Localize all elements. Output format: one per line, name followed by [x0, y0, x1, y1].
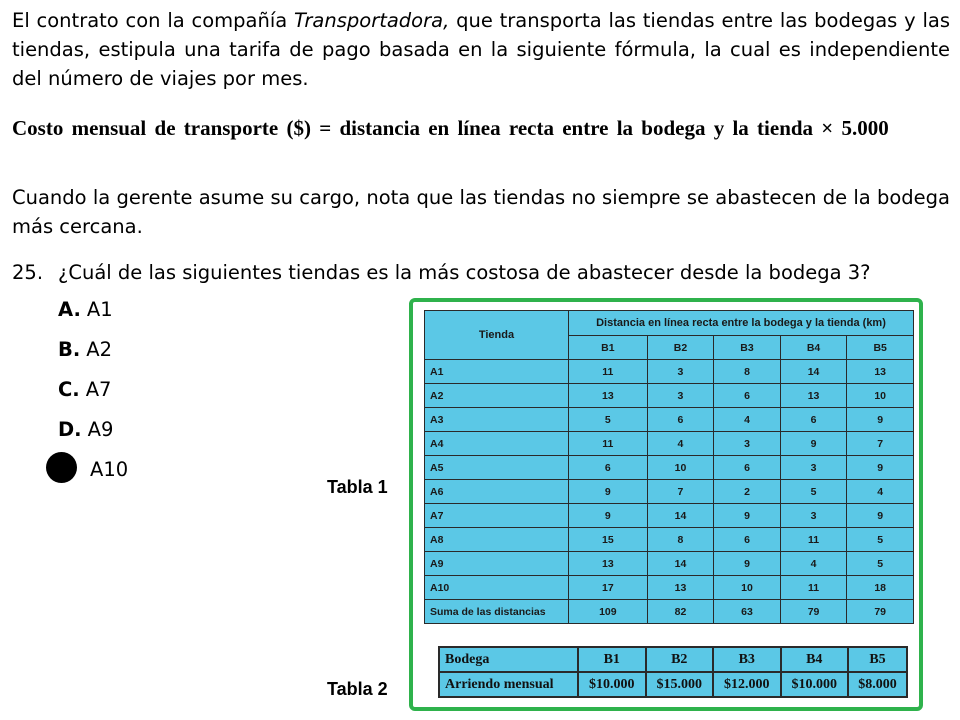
table-cell: 3 [780, 456, 847, 480]
option-letter: D. [58, 418, 82, 441]
table-cell: 6 [569, 456, 648, 480]
intro-paragraph [12, 6, 950, 93]
column-header: B1 [569, 336, 648, 360]
option-c[interactable] [58, 376, 111, 404]
table-cell: 8 [714, 360, 781, 384]
header-distance: Distancia en línea recta entre la bodega y la tienda (km) [569, 311, 914, 336]
table-header-row [425, 311, 914, 336]
table-cell: 3 [780, 504, 847, 528]
table-cell: 7 [847, 432, 914, 456]
table-cell: $8.000 [848, 672, 907, 697]
table-cell: 9 [847, 504, 914, 528]
option-b[interactable] [58, 336, 112, 364]
distance-table [424, 310, 914, 624]
table-row [425, 456, 914, 480]
table-cell: 7 [647, 480, 714, 504]
table-cell: 9 [569, 504, 648, 528]
sum-row [425, 600, 914, 624]
table-cell: 4 [714, 408, 781, 432]
table-row [425, 384, 914, 408]
table-cell: 82 [647, 600, 714, 624]
table-cell: $10.000 [578, 672, 646, 697]
row-label: A8 [425, 528, 569, 552]
table-row [425, 576, 914, 600]
table-cell: 18 [847, 576, 914, 600]
option-text: A9 [87, 418, 114, 441]
row-label: A1 [425, 360, 569, 384]
table-cell: 6 [714, 456, 781, 480]
table-cell: 79 [780, 600, 847, 624]
table-cell: 6 [714, 528, 781, 552]
rent-table [438, 646, 908, 698]
table-row [425, 360, 914, 384]
table-cell: 6 [714, 384, 781, 408]
row-label: Suma de las distancias [425, 600, 569, 624]
table-cell: 13 [647, 576, 714, 600]
table-row [425, 480, 914, 504]
row-label: A2 [425, 384, 569, 408]
option-letter: C. [58, 378, 80, 401]
row-label: Arriendo mensual [439, 672, 578, 697]
table-cell: 14 [647, 504, 714, 528]
header-warehouse: Bodega [439, 647, 578, 672]
question-text: ¿Cuál de las siguientes tiendas es la más costosa de abastecer desde la bodega 3? [58, 261, 871, 284]
column-header: B4 [780, 336, 847, 360]
table-cell: 63 [714, 600, 781, 624]
intro-text-start: El contrato con la compañía [12, 9, 294, 32]
table-cell: 17 [569, 576, 648, 600]
table-cell: 10 [847, 384, 914, 408]
option-e[interactable] [58, 456, 129, 484]
option-text: A2 [86, 338, 113, 361]
table-cell: 11 [780, 576, 847, 600]
table-cell: 13 [569, 552, 648, 576]
table-row [425, 528, 914, 552]
row-label: A9 [425, 552, 569, 576]
selected-answer-dot [46, 452, 77, 483]
table-cell: 6 [647, 408, 714, 432]
table-cell: 9 [569, 480, 648, 504]
table-cell: 6 [780, 408, 847, 432]
table-row [439, 672, 907, 697]
table-cell: 9 [714, 504, 781, 528]
table-cell: 109 [569, 600, 648, 624]
table-cell: 4 [780, 552, 847, 576]
table-cell: 4 [647, 432, 714, 456]
table-cell: 5 [847, 552, 914, 576]
table-cell: 10 [714, 576, 781, 600]
table-cell: 5 [780, 480, 847, 504]
table-cell: 3 [647, 384, 714, 408]
row-label: A6 [425, 480, 569, 504]
table-cell: $12.000 [713, 672, 781, 697]
table-cell: $15.000 [646, 672, 714, 697]
option-text: A7 [85, 378, 112, 401]
column-header: B4 [781, 647, 849, 672]
column-header: B3 [714, 336, 781, 360]
table-cell: 14 [647, 552, 714, 576]
table-cell: 13 [780, 384, 847, 408]
option-a[interactable] [58, 296, 113, 324]
table-cell: 5 [569, 408, 648, 432]
table-cell: 11 [569, 432, 648, 456]
row-label: A10 [425, 576, 569, 600]
table-cell: 3 [714, 432, 781, 456]
table-cell: 9 [780, 432, 847, 456]
column-header: B2 [647, 336, 714, 360]
table-cell: 9 [847, 456, 914, 480]
column-header: B5 [848, 647, 907, 672]
table-row [425, 552, 914, 576]
table-cell: 13 [569, 384, 648, 408]
column-header: B3 [713, 647, 781, 672]
question-number: 25. [12, 261, 44, 284]
table-cell: 11 [780, 528, 847, 552]
row-label: A4 [425, 432, 569, 456]
column-header: B5 [847, 336, 914, 360]
column-header: B1 [578, 647, 646, 672]
table-header-row [439, 647, 907, 672]
context-paragraph: Cuando la gerente asume su cargo, nota que las tiendas no siempre se abastecen de la bodega más cercana. [12, 186, 950, 238]
table-cell: 10 [647, 456, 714, 480]
table-cell: $10.000 [781, 672, 849, 697]
table-row [425, 504, 914, 528]
cost-formula: Costo mensual de transporte ($) = distancia en línea recta entre la bodega y la tienda × 5.000 [12, 116, 889, 140]
option-d[interactable] [58, 416, 113, 444]
row-label: A7 [425, 504, 569, 528]
table-cell: 5 [847, 528, 914, 552]
company-name: Transportadora, [294, 9, 450, 32]
table-cell: 3 [647, 360, 714, 384]
table-cell: 4 [847, 480, 914, 504]
question [12, 258, 871, 287]
table-cell: 2 [714, 480, 781, 504]
table-cell: 79 [847, 600, 914, 624]
table-row [425, 408, 914, 432]
table1-label: Tabla 1 [327, 477, 388, 497]
column-header: B2 [646, 647, 714, 672]
table-row [425, 432, 914, 456]
header-store: Tienda [425, 311, 569, 360]
option-letter: B. [58, 338, 81, 361]
table-cell: 13 [847, 360, 914, 384]
option-text: A10 [90, 458, 129, 481]
table-cell: 14 [780, 360, 847, 384]
table2-label: Tabla 2 [327, 679, 388, 699]
table-cell: 8 [647, 528, 714, 552]
option-text: A1 [86, 298, 113, 321]
table-cell: 9 [847, 408, 914, 432]
table-cell: 11 [569, 360, 648, 384]
table-cell: 9 [714, 552, 781, 576]
option-letter: A. [58, 298, 81, 321]
row-label: A3 [425, 408, 569, 432]
row-label: A5 [425, 456, 569, 480]
table-cell: 15 [569, 528, 648, 552]
intro-text-end: que transporta las tiendas entre las bodegas y las tiendas, estipula una tarifa de pago basada en la siguiente fórmula, la cual es independiente del número de viajes por mes. [12, 9, 951, 90]
